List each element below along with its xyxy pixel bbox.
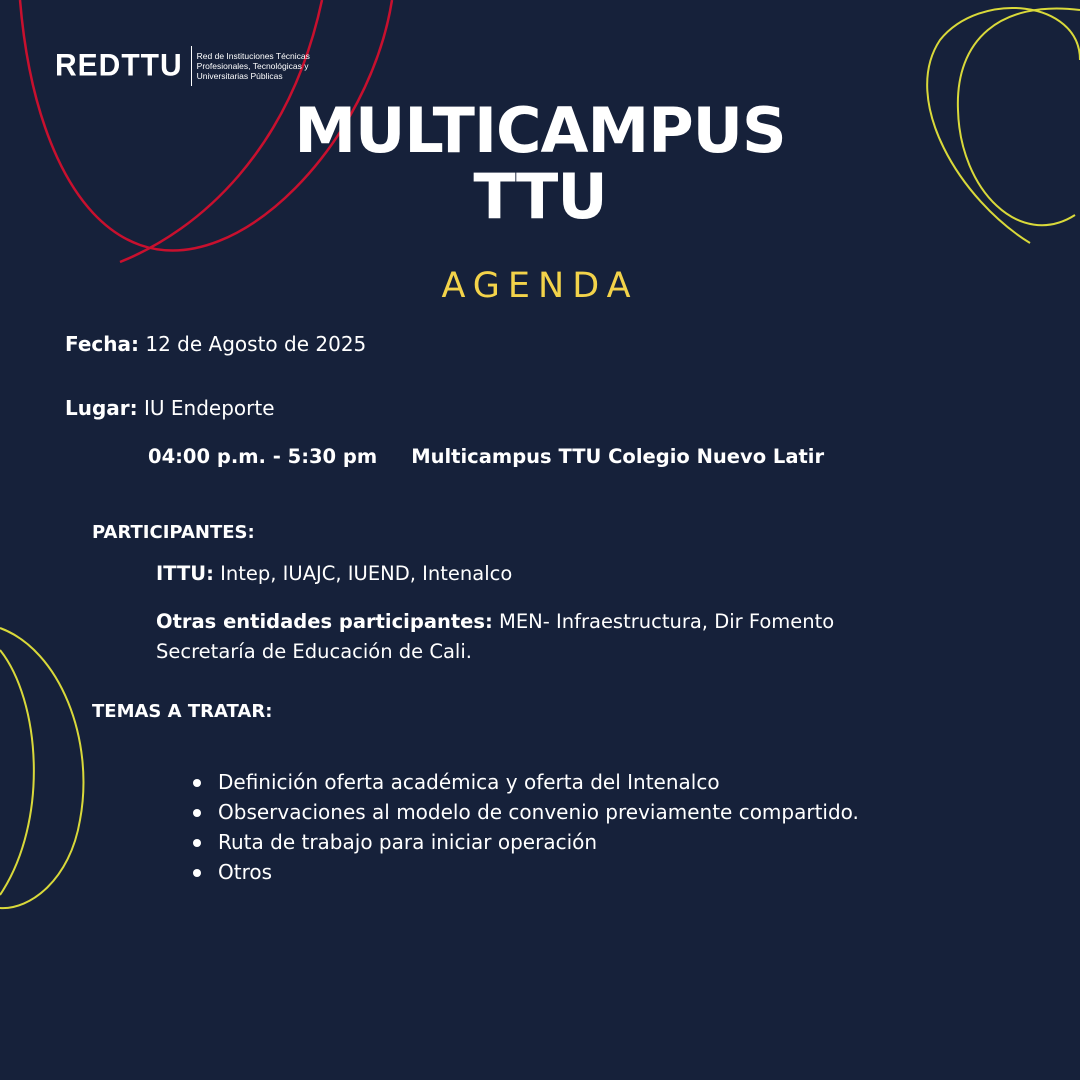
ittu-label: ITTU:: [156, 562, 214, 585]
participantes-ittu: [156, 562, 512, 585]
otras-value-1: MEN- Infraestructura, Dir Fomento: [499, 610, 835, 633]
list-item: Observaciones al modelo de convenio previamente compartido.: [190, 797, 859, 827]
fecha-value: 12 de Agosto de 2025: [145, 332, 367, 356]
yellow-loop-left-inner: [0, 650, 34, 895]
fecha-field: [65, 332, 366, 356]
otras-label: Otras entidades participantes:: [156, 610, 493, 633]
list-item: Otros: [190, 857, 859, 887]
lugar-value: IU Endeporte: [144, 396, 275, 420]
logo-description: Red de Instituciones Técnicas Profesionales, Tecnológicas y Universitarias Públicas: [196, 51, 310, 81]
redttu-logo: [55, 46, 332, 86]
page-title: [0, 94, 1080, 233]
yellow-loop-left: [0, 628, 83, 908]
schedule-time: 04:00 p.m. - 5:30 pm: [148, 445, 378, 468]
participantes-heading: PARTICIPANTES:: [92, 522, 255, 543]
title-line-2: TTU: [473, 160, 607, 233]
logo-divider: [191, 46, 192, 86]
agenda-subtitle: AGENDA: [441, 266, 639, 306]
list-item: Ruta de trabajo para iniciar operación: [190, 827, 859, 857]
list-item: Definición oferta académica y oferta del Intenalco: [190, 767, 859, 797]
ittu-value: Intep, IUAJC, IUEND, Intenalco: [220, 562, 513, 585]
lugar-field: [65, 396, 275, 420]
logo-mark: REDTTU: [55, 48, 183, 83]
schedule-row: [148, 445, 824, 468]
otras-value-2: Secretaría de Educación de Cali.: [156, 640, 472, 663]
schedule-event: Multicampus TTU Colegio Nuevo Latir: [411, 445, 825, 468]
title-line-1: MULTICAMPUS: [294, 94, 786, 167]
temas-heading: TEMAS A TRATAR:: [92, 701, 273, 722]
participantes-otras: [156, 607, 834, 667]
fecha-label: Fecha:: [65, 332, 140, 356]
temas-list: [190, 767, 859, 887]
lugar-label: Lugar:: [65, 396, 138, 420]
